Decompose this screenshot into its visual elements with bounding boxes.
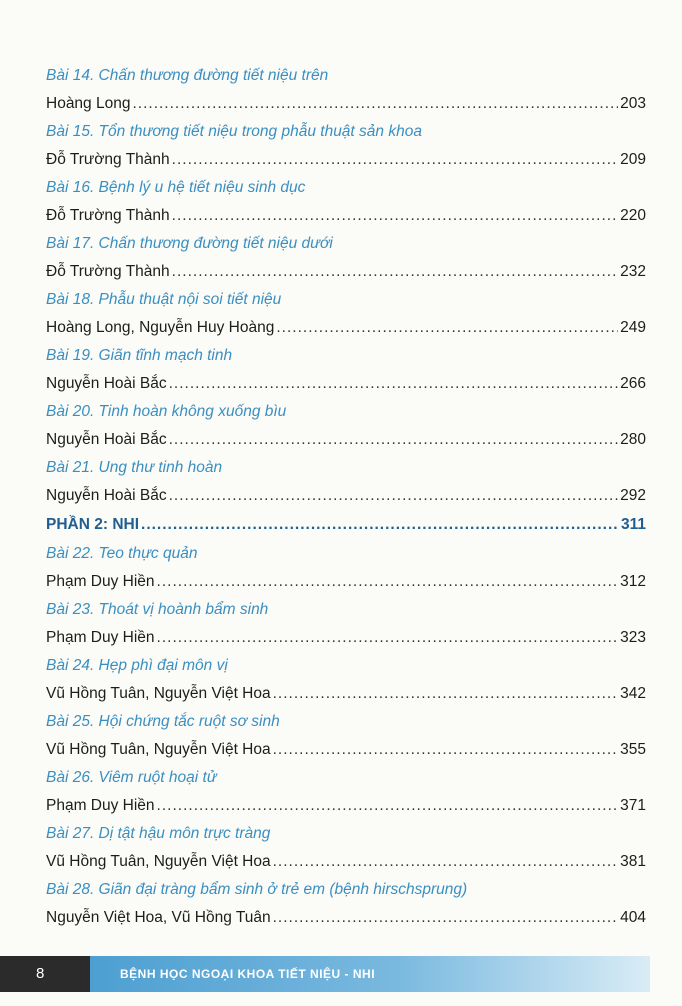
lesson-page: 232 (620, 263, 646, 280)
toc-group-urology (46, 62, 646, 510)
leader-dots (169, 370, 619, 398)
lesson-author: Đỗ Trường Thành (46, 263, 170, 280)
lesson-author: Đỗ Trường Thành (46, 151, 170, 168)
part-title: PHẦN 2: NHI (46, 516, 140, 533)
lesson-entry (46, 848, 646, 876)
lesson-page: 323 (620, 629, 646, 646)
part-heading (46, 510, 646, 540)
lesson-title: Bài 17. Chấn thương đường tiết niệu dưới (46, 235, 333, 252)
lesson-page: 266 (620, 375, 646, 392)
toc-group-pediatrics (46, 540, 646, 932)
leader-dots (157, 568, 619, 596)
lesson-page: 355 (620, 741, 646, 758)
lesson-page: 371 (620, 797, 646, 814)
leader-dots (276, 314, 618, 342)
lesson-entry (46, 90, 646, 118)
lesson-title: Bài 23. Thoát vị hoành bẩm sinh (46, 601, 269, 618)
lesson-author: Nguyễn Hoài Bắc (46, 431, 167, 448)
lesson-title: Bài 21. Ung thư tinh hoàn (46, 459, 223, 476)
lesson-title: Bài 20. Tinh hoàn không xuống bìu (46, 403, 287, 420)
lesson-title: Bài 14. Chấn thương đường tiết niệu trên (46, 67, 329, 84)
leader-dots (172, 146, 618, 174)
leader-dots (132, 90, 618, 118)
lesson-entry (46, 680, 646, 708)
lesson-title: Bài 25. Hội chứng tắc ruột sơ sinh (46, 713, 280, 730)
lesson-title: Bài 15. Tổn thương tiết niệu trong phẫu thuật sản khoa (46, 123, 422, 140)
leader-dots (172, 258, 618, 286)
leader-dots (273, 848, 619, 876)
lesson-page: 312 (620, 573, 646, 590)
lesson-author: Phạm Duy Hiền (46, 629, 155, 646)
lesson-page: 404 (620, 909, 646, 926)
lesson-entry (46, 568, 646, 596)
leader-dots (273, 736, 619, 764)
leader-dots (169, 482, 619, 510)
leader-dots (157, 624, 619, 652)
lesson-title: Bài 19. Giãn tĩnh mạch tinh (46, 347, 233, 364)
lesson-entry (46, 370, 646, 398)
leader-dots (169, 426, 619, 454)
lesson-page: 209 (620, 151, 646, 168)
lesson-title: Bài 22. Teo thực quản (46, 545, 198, 562)
lesson-title: Bài 18. Phẫu thuật nội soi tiết niệu (46, 291, 282, 308)
lesson-page: 342 (620, 685, 646, 702)
leader-dots (172, 202, 618, 230)
lesson-entry (46, 482, 646, 510)
lesson-author: Phạm Duy Hiền (46, 797, 155, 814)
lesson-entry (46, 146, 646, 174)
lesson-author: Phạm Duy Hiền (46, 573, 155, 590)
lesson-title: Bài 16. Bệnh lý u hệ tiết niệu sinh dục (46, 179, 306, 196)
part-page: 311 (620, 516, 646, 533)
lesson-title: Bài 27. Dị tật hậu môn trực tràng (46, 825, 271, 842)
book-title-band: BỆNH HỌC NGOẠI KHOA TIẾT NIỆU - NHI (90, 956, 650, 992)
lesson-entry (46, 904, 646, 932)
lesson-title: Bài 24. Hẹp phì đại môn vị (46, 657, 228, 674)
lesson-page: 292 (620, 487, 646, 504)
lesson-entry (46, 792, 646, 820)
lesson-page: 280 (620, 431, 646, 448)
lesson-title: Bài 28. Giãn đại tràng bẩm sinh ở trẻ em (bệnh hirschsprung) (46, 881, 468, 898)
lesson-entry (46, 624, 646, 652)
table-of-contents (46, 62, 646, 932)
page-number: 8 (0, 956, 90, 992)
leader-dots (157, 792, 619, 820)
lesson-entry (46, 426, 646, 454)
page-footer (0, 956, 682, 992)
lesson-entry (46, 202, 646, 230)
lesson-author: Vũ Hồng Tuân, Nguyễn Việt Hoa (46, 853, 271, 870)
lesson-author: Hoàng Long (46, 95, 131, 112)
lesson-page: 249 (620, 319, 646, 336)
lesson-page: 220 (620, 207, 646, 224)
lesson-page: 381 (620, 853, 646, 870)
lesson-page: 203 (620, 95, 646, 112)
lesson-author: Vũ Hồng Tuân, Nguyễn Việt Hoa (46, 741, 271, 758)
lesson-author: Đỗ Trường Thành (46, 207, 170, 224)
lesson-author: Nguyễn Hoài Bắc (46, 375, 167, 392)
leader-dots (273, 904, 619, 932)
lesson-author: Hoàng Long, Nguyễn Huy Hoàng (46, 319, 275, 336)
lesson-title: Bài 26. Viêm ruột hoại tử (46, 769, 217, 786)
lesson-entry (46, 736, 646, 764)
lesson-author: Nguyễn Hoài Bắc (46, 487, 167, 504)
lesson-entry (46, 258, 646, 286)
lesson-author: Vũ Hồng Tuân, Nguyễn Việt Hoa (46, 685, 271, 702)
leader-dots (141, 510, 619, 540)
lesson-entry (46, 314, 646, 342)
leader-dots (273, 680, 619, 708)
lesson-author: Nguyễn Việt Hoa, Vũ Hồng Tuân (46, 909, 271, 926)
